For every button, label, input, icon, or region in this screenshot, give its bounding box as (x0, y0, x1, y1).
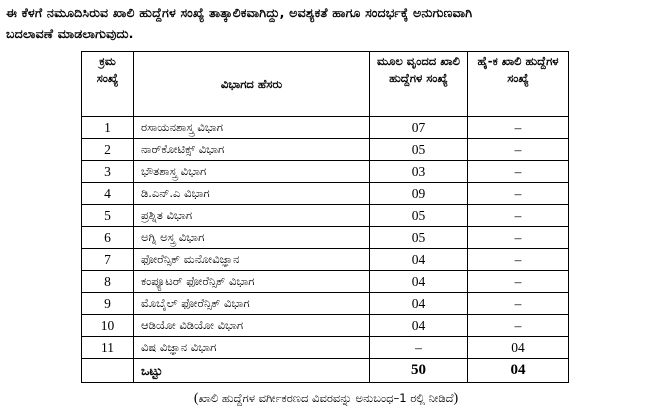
original-vacancies: 03 (370, 161, 468, 183)
header-original-vacancies: ಮೂಲ ವೃಂದದ ಖಾಲಿ ಹುದ್ದೆಗಳ ಸಂಖ್ಯೆ (370, 52, 468, 117)
serial-no: 4 (82, 183, 134, 205)
original-vacancies: 05 (370, 205, 468, 227)
serial-no: 8 (82, 271, 134, 293)
serial-no: 9 (82, 293, 134, 315)
serial-no: 5 (82, 205, 134, 227)
original-vacancies: 07 (370, 117, 468, 139)
table-row (82, 117, 569, 139)
original-vacancies: – (370, 337, 468, 359)
department-name: ಮೊಬೈಲ್ ಫೋರೆನ್ಸಿಕ್ ವಿಭಾಗ (134, 293, 370, 315)
hk-vacancies: 04 (468, 337, 569, 359)
hk-vacancies: – (468, 161, 569, 183)
total-original-vacancies: 50 (370, 359, 468, 383)
table-row (82, 227, 569, 249)
table-row (82, 161, 569, 183)
department-name: ನಾರ್‌ಕೋಟಿಕ್ಸ್ ವಿಭಾಗ (134, 139, 370, 161)
table-row (82, 293, 569, 315)
original-vacancies: 09 (370, 183, 468, 205)
original-vacancies: 05 (370, 227, 468, 249)
table-row (82, 337, 569, 359)
original-vacancies: 05 (370, 139, 468, 161)
intro-line-1: ಈ ಕೆಳಗೆ ನಮೂದಿಸಿರುವ ಖಾಲಿ ಹುದ್ದೆಗಳ ಸಂಖ್ಯೆ ತಾತ್ಕಾಲಿಕವಾಗಿದ್ದು, ಅವಶ್ಯಕತೆ ಹಾಗೂ ಸಂದರ್ಭಕ್ಕೆ ಅನುಗುಣವಾಗಿ (6, 5, 473, 20)
hk-vacancies: – (468, 205, 569, 227)
table-header-row (82, 52, 569, 117)
department-name: ಡಿ.ಎನ್.ಎ ವಿಭಾಗ (134, 183, 370, 205)
serial-no: 10 (82, 315, 134, 337)
serial-no: 2 (82, 139, 134, 161)
footnote-open-paren: ( (193, 391, 199, 406)
hk-vacancies: – (468, 249, 569, 271)
table-row (82, 139, 569, 161)
department-name: ಕಂಪ್ಯೂಟರ್ ಫೋರೆನ್ಸಿಕ್ ವಿಭಾಗ (134, 271, 370, 293)
total-row (82, 359, 569, 383)
intro-line-2: ಬದಲಾವಣೆ ಮಾಡಲಾಗುವುದು. (6, 26, 134, 41)
serial-no: 7 (82, 249, 134, 271)
table-row (82, 183, 569, 205)
table-row (82, 205, 569, 227)
total-label: ಒಟ್ಟು (134, 359, 370, 383)
original-vacancies: 04 (370, 315, 468, 337)
department-name: ಪ್ರಶ್ನಿತ ವಿಭಾಗ (134, 205, 370, 227)
header-hk-vacancies: ಹೈ-ಕ ಖಾಲಿ ಹುದ್ದೆಗಳ ಸಂಖ್ಯೆ (468, 52, 569, 117)
total-hk-vacancies: 04 (468, 359, 569, 383)
original-vacancies: 04 (370, 271, 468, 293)
hk-vacancies: – (468, 315, 569, 337)
original-vacancies: 04 (370, 249, 468, 271)
serial-no: 3 (82, 161, 134, 183)
original-vacancies: 04 (370, 293, 468, 315)
header-department-name: ವಿಭಾಗದ ಹೆಸರು (134, 52, 370, 117)
hk-vacancies: – (468, 293, 569, 315)
footnote-text: ಖಾಲಿ ಹುದ್ದೆಗಳ ವರ್ಗೀಕರಣದ ವಿವರವನ್ನು ಅನುಬಂಧ–1 ರಲ್ಲಿ ನೀಡಿದೆ (198, 391, 454, 405)
total-serial-empty (82, 359, 134, 383)
department-name: ಭೌತಶಾಸ್ತ್ರ ವಿಭಾಗ (134, 161, 370, 183)
hk-vacancies: – (468, 271, 569, 293)
hk-vacancies: – (468, 139, 569, 161)
header-serial-no: ಕ್ರಮ ಸಂಖ್ಯೆ (82, 52, 134, 117)
department-name: ಆಡಿಯೋ ವಿಡಿಯೋ ವಿಭಾಗ (134, 315, 370, 337)
hk-vacancies: – (468, 227, 569, 249)
department-name: ವಿಷ ವಿಜ್ಞಾನ ವಿಭಾಗ (134, 337, 370, 359)
department-name: ಅಗ್ನಿ ಅಸ್ತ್ರ ವಿಭಾಗ (134, 227, 370, 249)
vacancy-table (81, 51, 569, 383)
hk-vacancies: – (468, 183, 569, 205)
table-row (82, 249, 569, 271)
footnote-close-paren: ) (453, 391, 459, 406)
footnote (0, 390, 652, 407)
serial-no: 1 (82, 117, 134, 139)
hk-vacancies: – (468, 117, 569, 139)
intro-paragraph (6, 2, 646, 44)
serial-no: 11 (82, 337, 134, 359)
serial-no: 6 (82, 227, 134, 249)
table-row (82, 271, 569, 293)
table-row (82, 315, 569, 337)
department-name: ಫೋರೆನ್ಸಿಕ್ ಮನೋವಿಜ್ಞಾನ (134, 249, 370, 271)
department-name: ರಸಾಯನಶಾಸ್ತ್ರ ವಿಭಾಗ (134, 117, 370, 139)
